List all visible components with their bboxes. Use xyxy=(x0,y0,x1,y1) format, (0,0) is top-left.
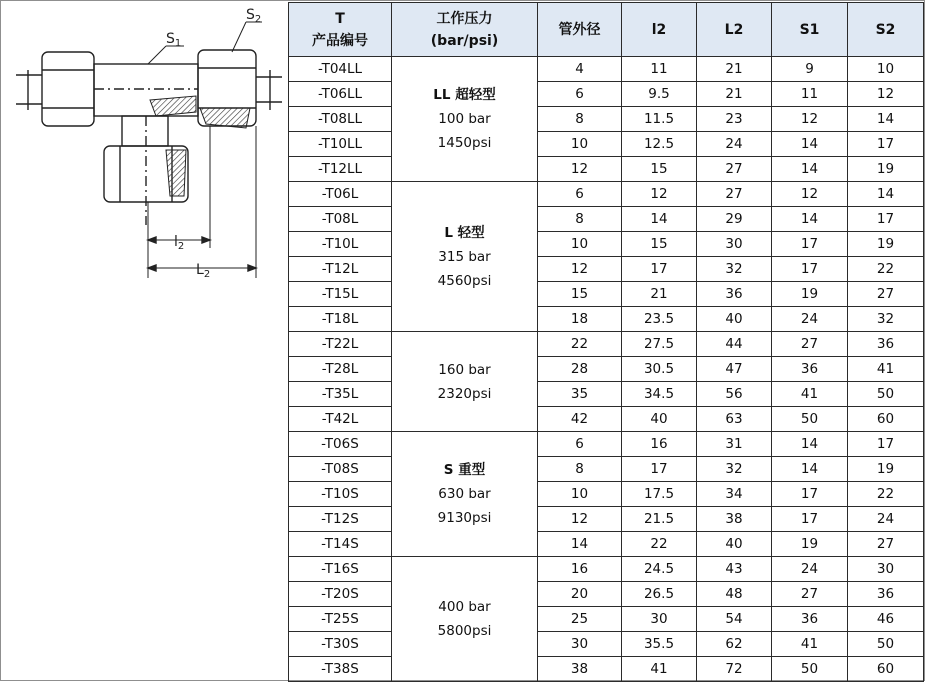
pressure-bar: 630 bar xyxy=(438,486,491,502)
cell-s2: 19 xyxy=(848,232,924,257)
cell-code: -T04LL xyxy=(289,57,392,82)
cell-s1: 17 xyxy=(772,257,848,282)
cell-l2-big: 62 xyxy=(697,632,772,657)
cell-s1: 14 xyxy=(772,132,848,157)
cell-code: -T20S xyxy=(289,582,392,607)
cell-l2-big: 44 xyxy=(697,332,772,357)
cell-code: -T12L xyxy=(289,257,392,282)
cell-s2: 17 xyxy=(848,132,924,157)
cell-s1: 12 xyxy=(772,182,848,207)
l2-small-label: $l_2$ xyxy=(174,234,185,252)
table-row xyxy=(289,507,924,532)
cell-s1: 50 xyxy=(772,657,848,682)
cell-l2-big: 38 xyxy=(697,507,772,532)
header-l2-small: l2 xyxy=(622,3,697,57)
cell-code: -T22L xyxy=(289,332,392,357)
cell-tube-od: 16 xyxy=(538,557,622,582)
cell-l2-small: 17.5 xyxy=(622,482,697,507)
cell-l2-big: 29 xyxy=(697,207,772,232)
pressure-group-cell xyxy=(392,557,538,682)
pressure-class: L 轻型 xyxy=(444,224,485,241)
table-row xyxy=(289,82,924,107)
cell-code: -T08S xyxy=(289,457,392,482)
cell-s2: 19 xyxy=(848,457,924,482)
table-row xyxy=(289,332,924,357)
cell-s2: 17 xyxy=(848,207,924,232)
cell-code: -T28L xyxy=(289,357,392,382)
cell-s2: 36 xyxy=(848,332,924,357)
pressure-group-cell xyxy=(392,332,538,432)
cell-s2: 19 xyxy=(848,157,924,182)
spec-table xyxy=(288,2,924,682)
cell-code: -T12LL xyxy=(289,157,392,182)
table-row xyxy=(289,457,924,482)
table-row xyxy=(289,357,924,382)
cell-l2-big: 54 xyxy=(697,607,772,632)
cell-tube-od: 30 xyxy=(538,632,622,657)
cell-l2-big: 21 xyxy=(697,82,772,107)
cell-tube-od: 8 xyxy=(538,457,622,482)
cell-tube-od: 6 xyxy=(538,82,622,107)
table-row xyxy=(289,557,924,582)
cell-s1: 36 xyxy=(772,357,848,382)
cell-code: -T25S xyxy=(289,607,392,632)
cell-tube-od: 12 xyxy=(538,257,622,282)
pressure-bar: 315 bar xyxy=(438,248,491,265)
header-code: T 产品编号 xyxy=(289,3,392,57)
cell-tube-od: 25 xyxy=(538,607,622,632)
cell-tube-od: 8 xyxy=(538,207,622,232)
cell-s1: 24 xyxy=(772,557,848,582)
cell-code: -T08LL xyxy=(289,107,392,132)
cell-s1: 17 xyxy=(772,232,848,257)
cell-l2-big: 40 xyxy=(697,307,772,332)
cell-code: -T08L xyxy=(289,207,392,232)
header-s2: S2 xyxy=(848,3,924,57)
cell-s1: 17 xyxy=(772,482,848,507)
cell-l2-small: 15 xyxy=(622,157,697,182)
pressure-group-cell xyxy=(392,182,538,332)
cell-s2: 22 xyxy=(848,257,924,282)
cell-s1: 14 xyxy=(772,432,848,457)
cell-s1: 41 xyxy=(772,382,848,407)
pressure-psi: 2320psi xyxy=(437,385,492,402)
header-row xyxy=(289,3,924,57)
cell-s1: 24 xyxy=(772,307,848,332)
table-row xyxy=(289,382,924,407)
cell-l2-small: 35.5 xyxy=(622,632,697,657)
cell-l2-big: 47 xyxy=(697,357,772,382)
cell-s2: 46 xyxy=(848,607,924,632)
cell-l2-big: 56 xyxy=(697,382,772,407)
cell-s1: 14 xyxy=(772,457,848,482)
cell-l2-big: 40 xyxy=(697,532,772,557)
table-row xyxy=(289,157,924,182)
cell-tube-od: 10 xyxy=(538,132,622,157)
cell-tube-od: 6 xyxy=(538,182,622,207)
cell-code: -T10S xyxy=(289,482,392,507)
cell-tube-od: 8 xyxy=(538,107,622,132)
cell-l2-small: 27.5 xyxy=(622,332,697,357)
cell-tube-od: 12 xyxy=(538,157,622,182)
cell-s1: 19 xyxy=(772,282,848,307)
cell-s1: 14 xyxy=(772,207,848,232)
l2-big-label: $L_2$ xyxy=(196,262,211,280)
cell-s1: 41 xyxy=(772,632,848,657)
cell-code: -T06LL xyxy=(289,82,392,107)
cell-l2-big: 43 xyxy=(697,557,772,582)
table-row xyxy=(289,307,924,332)
cell-s1: 17 xyxy=(772,507,848,532)
cell-tube-od: 14 xyxy=(538,532,622,557)
pressure-class: LL 超轻型 xyxy=(433,87,496,103)
cell-l2-small: 17 xyxy=(622,457,697,482)
cell-l2-big: 32 xyxy=(697,257,772,282)
cell-code: -T12S xyxy=(289,507,392,532)
table-row xyxy=(289,207,924,232)
table-row xyxy=(289,632,924,657)
cell-code: -T10LL xyxy=(289,132,392,157)
cell-s2: 14 xyxy=(848,107,924,132)
cell-l2-small: 41 xyxy=(622,657,697,682)
table-row xyxy=(289,582,924,607)
cell-l2-small: 26.5 xyxy=(622,582,697,607)
table-row xyxy=(289,607,924,632)
cell-s2: 10 xyxy=(848,57,924,82)
cell-s2: 60 xyxy=(848,657,924,682)
cell-l2-big: 48 xyxy=(697,582,772,607)
pressure-bar: 100 bar xyxy=(438,111,491,127)
cell-tube-od: 42 xyxy=(538,407,622,432)
cell-code: -T30S xyxy=(289,632,392,657)
cell-s1: 19 xyxy=(772,532,848,557)
spec-table-body xyxy=(289,57,924,682)
cell-s1: 27 xyxy=(772,582,848,607)
cell-l2-big: 36 xyxy=(697,282,772,307)
cell-s2: 30 xyxy=(848,557,924,582)
cell-s1: 11 xyxy=(772,82,848,107)
cell-s2: 22 xyxy=(848,482,924,507)
table-row xyxy=(289,407,924,432)
s2-label: $S_2$ xyxy=(246,7,262,25)
cell-code: -T10L xyxy=(289,232,392,257)
table-row xyxy=(289,107,924,132)
cell-l2-small: 17 xyxy=(622,257,697,282)
cell-code: -T15L xyxy=(289,282,392,307)
cell-l2-small: 15 xyxy=(622,232,697,257)
cell-l2-big: 24 xyxy=(697,132,772,157)
cell-s2: 24 xyxy=(848,507,924,532)
table-row xyxy=(289,657,924,682)
cell-tube-od: 22 xyxy=(538,332,622,357)
s1-label: $S_1$ xyxy=(166,31,182,49)
cell-s2: 32 xyxy=(848,307,924,332)
pressure-psi: 4560psi xyxy=(437,272,492,289)
cell-l2-small: 11.5 xyxy=(622,107,697,132)
cell-l2-small: 30.5 xyxy=(622,357,697,382)
cell-s1: 36 xyxy=(772,607,848,632)
header-l2-big: L2 xyxy=(697,3,772,57)
cell-l2-small: 40 xyxy=(622,407,697,432)
cell-code: -T18L xyxy=(289,307,392,332)
cell-l2-small: 12 xyxy=(622,182,697,207)
header-s1: S1 xyxy=(772,3,848,57)
cell-code: -T35L xyxy=(289,382,392,407)
cell-s2: 27 xyxy=(848,282,924,307)
cell-s2: 36 xyxy=(848,582,924,607)
cell-l2-small: 14 xyxy=(622,207,697,232)
cell-code: -T14S xyxy=(289,532,392,557)
pressure-group-cell xyxy=(392,432,538,557)
pressure-class: S 重型 xyxy=(443,462,486,478)
table-row xyxy=(289,282,924,307)
cell-s2: 17 xyxy=(848,432,924,457)
cell-s2: 12 xyxy=(848,82,924,107)
cell-tube-od: 28 xyxy=(538,357,622,382)
table-row xyxy=(289,432,924,457)
cell-l2-small: 11 xyxy=(622,57,697,82)
cell-l2-big: 23 xyxy=(697,107,772,132)
cell-l2-small: 22 xyxy=(622,532,697,557)
cell-s2: 50 xyxy=(848,382,924,407)
cell-tube-od: 35 xyxy=(538,382,622,407)
cell-l2-small: 34.5 xyxy=(622,382,697,407)
cell-tube-od: 4 xyxy=(538,57,622,82)
cell-l2-big: 30 xyxy=(697,232,772,257)
cell-s1: 27 xyxy=(772,332,848,357)
table-row xyxy=(289,182,924,207)
cell-l2-big: 63 xyxy=(697,407,772,432)
cell-l2-small: 23.5 xyxy=(622,307,697,332)
cell-code: -T42L xyxy=(289,407,392,432)
pressure-group-cell xyxy=(392,57,538,182)
cell-code: -T16S xyxy=(289,557,392,582)
cell-s1: 14 xyxy=(772,157,848,182)
table-row xyxy=(289,257,924,282)
cell-l2-small: 21.5 xyxy=(622,507,697,532)
cell-s2: 27 xyxy=(848,532,924,557)
cell-s1: 50 xyxy=(772,407,848,432)
cell-tube-od: 20 xyxy=(538,582,622,607)
table-row xyxy=(289,532,924,557)
cell-l2-big: 27 xyxy=(697,182,772,207)
cell-l2-small: 30 xyxy=(622,607,697,632)
cell-s2: 50 xyxy=(848,632,924,657)
cell-tube-od: 10 xyxy=(538,482,622,507)
pressure-psi: 5800psi xyxy=(437,623,492,639)
table-row xyxy=(289,132,924,157)
cell-s2: 41 xyxy=(848,357,924,382)
cell-s2: 14 xyxy=(848,182,924,207)
table-row xyxy=(289,482,924,507)
pressure-psi: 9130psi xyxy=(437,510,492,526)
cell-tube-od: 12 xyxy=(538,507,622,532)
table-row xyxy=(289,232,924,257)
cell-l2-big: 21 xyxy=(697,57,772,82)
cell-s1: 9 xyxy=(772,57,848,82)
cell-l2-big: 27 xyxy=(697,157,772,182)
cell-l2-big: 72 xyxy=(697,657,772,682)
cell-tube-od: 18 xyxy=(538,307,622,332)
pressure-bar: 160 bar xyxy=(438,361,491,378)
cell-code: -T06S xyxy=(289,432,392,457)
cell-tube-od: 38 xyxy=(538,657,622,682)
cell-s1: 12 xyxy=(772,107,848,132)
cell-tube-od: 10 xyxy=(538,232,622,257)
cell-tube-od: 15 xyxy=(538,282,622,307)
header-tube-od: 管外径 xyxy=(538,3,622,57)
cell-l2-big: 32 xyxy=(697,457,772,482)
cell-code: -T06L xyxy=(289,182,392,207)
cell-l2-small: 24.5 xyxy=(622,557,697,582)
cell-l2-small: 12.5 xyxy=(622,132,697,157)
cell-l2-small: 16 xyxy=(622,432,697,457)
cell-l2-big: 31 xyxy=(697,432,772,457)
pressure-bar: 400 bar xyxy=(438,599,491,615)
pressure-psi: 1450psi xyxy=(437,135,492,151)
cell-l2-small: 9.5 xyxy=(622,82,697,107)
cell-s2: 60 xyxy=(848,407,924,432)
header-pressure: 工作压力 (bar/psi) xyxy=(392,3,538,57)
cell-tube-od: 6 xyxy=(538,432,622,457)
cell-l2-big: 34 xyxy=(697,482,772,507)
cell-code: -T38S xyxy=(289,657,392,682)
table-row xyxy=(289,57,924,82)
tee-fitting-drawing xyxy=(0,0,288,681)
cell-l2-small: 21 xyxy=(622,282,697,307)
